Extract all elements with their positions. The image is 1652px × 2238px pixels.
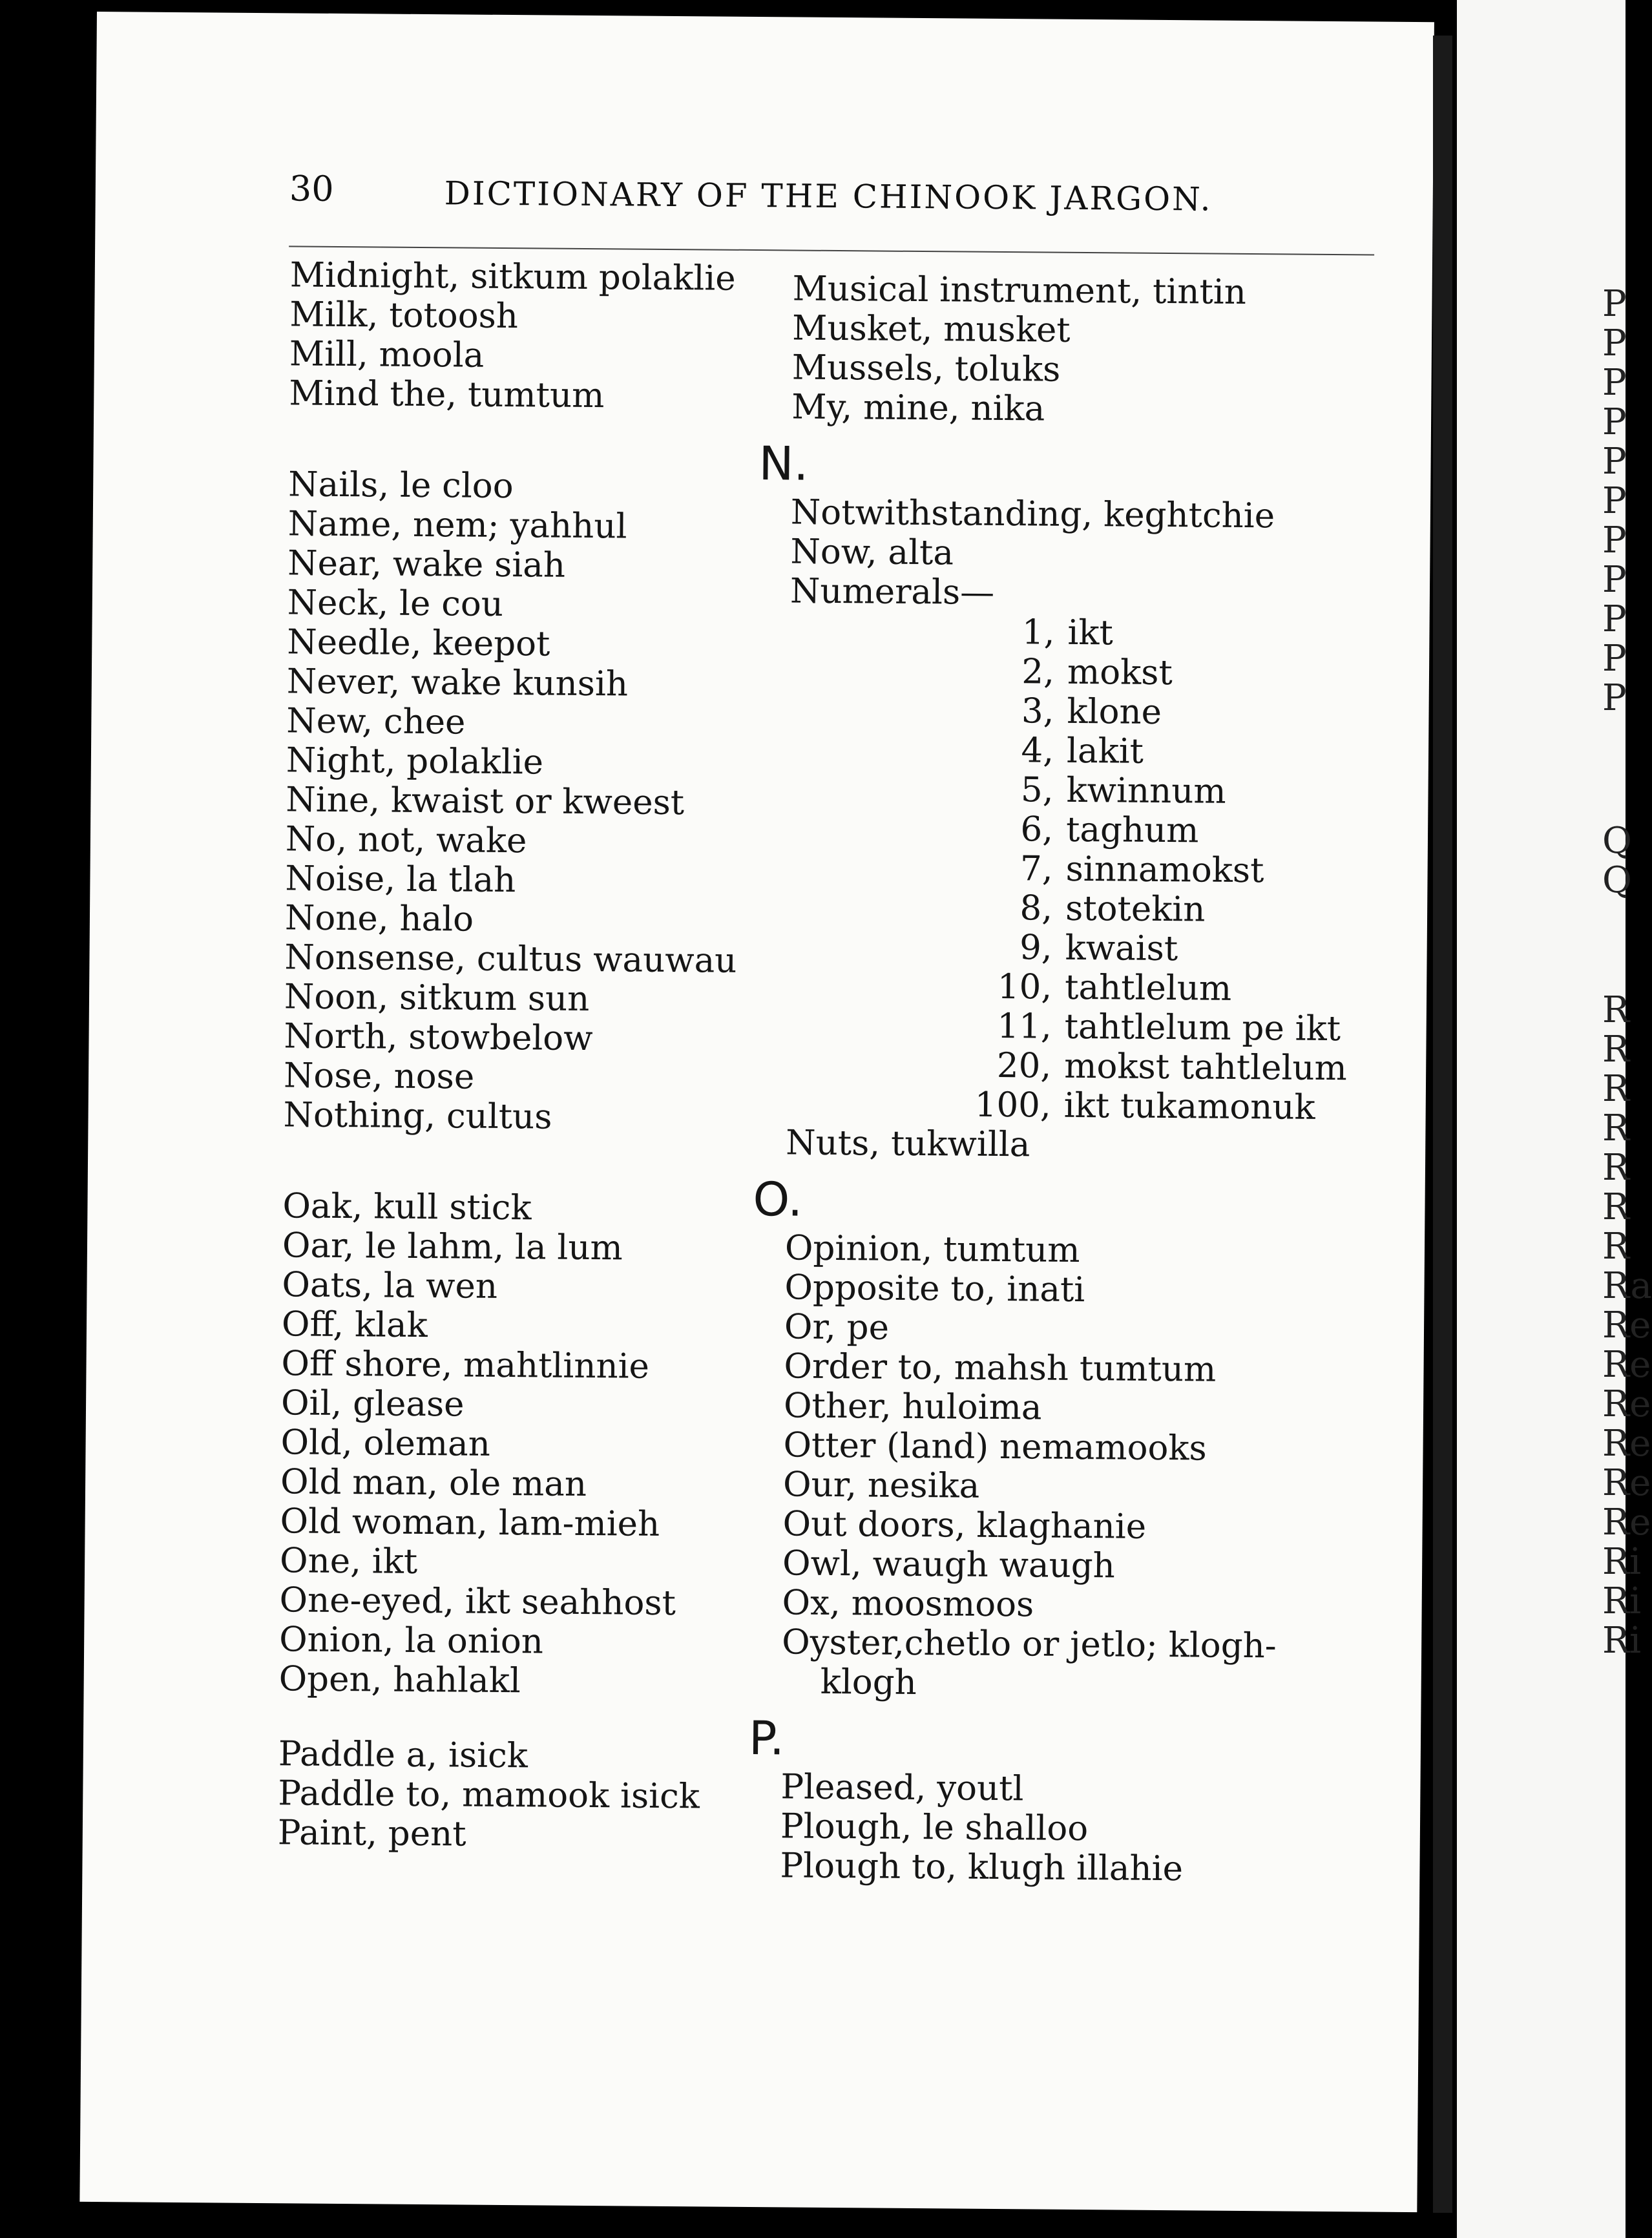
numeral-word: ikt tukamonuk <box>1063 1085 1315 1127</box>
dictionary-entry: None, halo <box>284 898 474 939</box>
facing-letter: P <box>1602 559 1627 601</box>
dictionary-entry: Name, nem; yahhul <box>288 504 627 547</box>
dictionary-entry: Opinion, tumtum <box>784 1228 1080 1271</box>
facing-letter: Q <box>1602 859 1632 901</box>
numeral-row <box>915 1045 1348 1089</box>
numeral-word: klone <box>1067 691 1162 732</box>
numeral-number: 1, <box>1021 612 1055 653</box>
dictionary-entry: Plough to, klugh illahie <box>780 1846 1184 1889</box>
facing-letter: P <box>1602 480 1627 522</box>
numeral-word: mokst tahtlelum <box>1063 1046 1348 1089</box>
dictionary-entry: Musical instrument, tintin <box>792 269 1247 312</box>
facing-letter: R <box>1602 1186 1630 1228</box>
numeral-row <box>918 691 1284 733</box>
facing-letter: Ri <box>1602 1541 1642 1583</box>
dictionary-entry: Old woman, lam-mieh <box>280 1501 660 1544</box>
facing-letter: Ra <box>1602 1265 1652 1307</box>
facing-letter: R <box>1602 1029 1630 1071</box>
numeral-row <box>917 848 1282 890</box>
facing-letter: P <box>1602 677 1627 719</box>
numeral-word: taghum <box>1065 810 1199 851</box>
dictionary-entry: Oar, le lahm, la lum <box>282 1226 623 1268</box>
dictionary-entry: Old, oleman <box>280 1423 491 1464</box>
section-spacer <box>289 413 741 468</box>
numeral-number: 5, <box>1020 770 1054 810</box>
facing-letter: P <box>1602 519 1627 561</box>
dictionary-entry: Mind the, tumtum <box>289 373 605 416</box>
numeral-number: 3, <box>1021 691 1054 731</box>
facing-letter: Ri <box>1602 1580 1642 1622</box>
facing-letter: P <box>1602 598 1627 640</box>
dictionary-entry: Midnight, sitkum polaklie <box>289 255 736 298</box>
dictionary-entry: New, chee <box>286 701 466 742</box>
numeral-word: ikt <box>1067 612 1114 653</box>
dictionary-entry: Neck, le cou <box>287 583 504 624</box>
numeral-number: 11, <box>997 1006 1052 1047</box>
facing-letter: Re <box>1602 1304 1651 1346</box>
numeral-number: 100, <box>974 1085 1051 1125</box>
book-spine <box>1433 36 1452 2213</box>
numeral-number: 6, <box>1020 810 1054 850</box>
facing-letter: P <box>1602 441 1627 483</box>
dictionary-entry: Needle, keepot <box>287 622 550 664</box>
numeral-word: sinnamokst <box>1065 849 1264 891</box>
numerals-list <box>786 611 1348 1127</box>
dictionary-entry: Opposite to, inati <box>784 1268 1085 1310</box>
facing-page-letters <box>1602 284 1652 1660</box>
numeral-row <box>916 927 1282 969</box>
dictionary-entry: Never, wake kunsih <box>286 662 629 704</box>
numeral-row <box>919 612 1284 654</box>
numeral-row <box>916 967 1282 1009</box>
dictionary-entry: North, stowbelow <box>284 1016 593 1059</box>
page-number: 30 <box>289 168 334 209</box>
dictionary-entry: Out doors, klaghanie <box>782 1504 1147 1547</box>
page-title: DICTIONARY OF THE CHINOOK JARGON. <box>444 174 1213 218</box>
dictionary-entry: Mill, moola <box>289 334 485 375</box>
numeral-number: 4, <box>1021 731 1054 771</box>
section-heading-p: P. <box>748 1711 785 1766</box>
dictionary-entry: Paddle to, mamook isick <box>278 1773 700 1817</box>
section-spacer <box>1602 900 1652 990</box>
entry-continuation: klogh <box>820 1662 917 1703</box>
numeral-row <box>919 651 1284 693</box>
numeral-number: 2, <box>1021 652 1055 692</box>
dictionary-entry: Order to, mahsh tumtum <box>784 1346 1217 1390</box>
dictionary-entry: Nine, kwaist or kweest <box>286 780 685 823</box>
facing-letter: R <box>1602 1226 1630 1268</box>
left-column <box>278 255 742 1856</box>
dictionary-entry: One-eyed, ikt seahhost <box>279 1580 676 1624</box>
dictionary-entry: Noon, sitkum sun <box>284 977 590 1020</box>
dictionary-entry: Our, nesika <box>782 1465 980 1506</box>
section-spacer <box>278 1699 731 1737</box>
dictionary-entry: Oyster,chetlo or jetlo; klogh- <box>781 1622 1277 1666</box>
dictionary-entry: Milk, totoosh <box>289 295 519 337</box>
facing-letter: R <box>1602 989 1630 1031</box>
dictionary-entry: Old man, ole man <box>280 1462 587 1505</box>
dictionary-entry: Noise, la tlah <box>285 859 516 901</box>
dictionary-entry: Nails, le cloo <box>288 465 514 507</box>
numeral-number: 9, <box>1019 928 1052 968</box>
numeral-word: stotekin <box>1065 888 1206 930</box>
facing-letter: P <box>1602 362 1627 404</box>
dictionary-entry: Nose, nose <box>283 1056 475 1097</box>
dictionary-entry: Oats, la wen <box>282 1265 498 1306</box>
right-column <box>748 269 1348 1889</box>
numeral-row <box>918 730 1284 772</box>
numeral-word: tahtlelum <box>1064 967 1232 1009</box>
numeral-word: tahtlelum pe ikt <box>1064 1007 1341 1049</box>
dictionary-entry: Paddle a, isick <box>278 1734 528 1776</box>
dictionary-entry: Musket, musket <box>791 308 1071 350</box>
numeral-number: 10, <box>997 967 1052 1007</box>
dictionary-entry: Paint, pent <box>277 1813 466 1854</box>
running-header <box>289 168 1388 218</box>
dictionary-entry: Onion, la onion <box>278 1620 544 1662</box>
numeral-row <box>915 1006 1341 1049</box>
dictionary-entry: Owl, waugh waugh <box>782 1543 1116 1586</box>
dictionary-entry: Oak, kull stick <box>282 1186 532 1228</box>
dictionary-entry: Nothing, cultus <box>283 1095 552 1137</box>
dictionary-entry: Mussels, toluks <box>791 348 1061 390</box>
section-heading-o: O. <box>753 1172 803 1227</box>
dictionary-entry: Off, klak <box>281 1304 428 1346</box>
facing-letter: Re <box>1602 1423 1651 1465</box>
facing-letter: P <box>1602 401 1627 443</box>
dictionary-entry: Notwithstanding, keghtchie <box>790 492 1275 536</box>
dictionary-entry: Off shore, mahtlinnie <box>281 1344 650 1386</box>
book-page <box>79 12 1434 2212</box>
dictionary-entry: Pleased, youtl <box>780 1767 1024 1809</box>
facing-letter: R <box>1602 1068 1630 1110</box>
dictionary-entry: My, mine, nika <box>791 387 1045 429</box>
numeral-row <box>915 1085 1315 1127</box>
facing-page-edge <box>1457 0 1652 2238</box>
dictionary-entry: Plough, le shalloo <box>780 1806 1089 1849</box>
dictionary-entry: Other, huloima <box>783 1386 1042 1428</box>
facing-letter: Re <box>1602 1383 1651 1425</box>
dictionary-entry: Oil, glease <box>280 1383 465 1425</box>
numeral-word: kwinnum <box>1066 770 1226 811</box>
dictionary-entry: Numerals— <box>789 571 995 612</box>
dictionary-entry: Nonsense, cultus wauwau <box>284 937 737 981</box>
facing-letter: P <box>1602 638 1627 680</box>
dictionary-entry: No, not, wake <box>285 819 527 861</box>
facing-letter: Re <box>1602 1501 1651 1543</box>
numeral-word: kwaist <box>1065 928 1178 969</box>
facing-letter: P <box>1602 322 1627 364</box>
facing-letter: R <box>1602 1107 1630 1149</box>
dictionary-entry: Near, wake siah <box>288 543 566 585</box>
facing-letter: Re <box>1602 1462 1651 1504</box>
numeral-number: 20, <box>996 1045 1052 1086</box>
section-spacer <box>283 1135 735 1189</box>
facing-letter: P <box>1602 283 1627 325</box>
header-rule <box>289 246 1374 255</box>
numeral-word: lakit <box>1066 731 1144 771</box>
facing-letter: Q <box>1602 820 1632 862</box>
numeral-row <box>917 809 1283 851</box>
dictionary-entry: Or, pe <box>784 1307 890 1348</box>
numeral-number: 8, <box>1019 888 1053 928</box>
numeral-word: mokst <box>1067 652 1173 693</box>
dictionary-entry: One, ikt <box>279 1541 418 1582</box>
numeral-number: 7, <box>1019 849 1053 889</box>
section-spacer <box>1602 718 1652 821</box>
facing-letter: Re <box>1602 1344 1651 1386</box>
dictionary-entry: Ox, moosmoos <box>782 1583 1034 1625</box>
facing-letter: Ri <box>1602 1620 1642 1662</box>
numeral-row <box>917 888 1282 930</box>
facing-letter: R <box>1602 1147 1630 1189</box>
dictionary-entry: Open, hahlakl <box>278 1659 521 1701</box>
section-heading-n: N. <box>758 436 809 491</box>
numeral-row <box>917 769 1283 811</box>
dictionary-entry: Otter (land) nemamooks <box>783 1425 1207 1469</box>
dictionary-entry: Nuts, tukwilla <box>786 1123 1030 1165</box>
dictionary-entry: Now, alta <box>790 532 954 573</box>
dictionary-entry: Night, polaklie <box>286 740 544 782</box>
